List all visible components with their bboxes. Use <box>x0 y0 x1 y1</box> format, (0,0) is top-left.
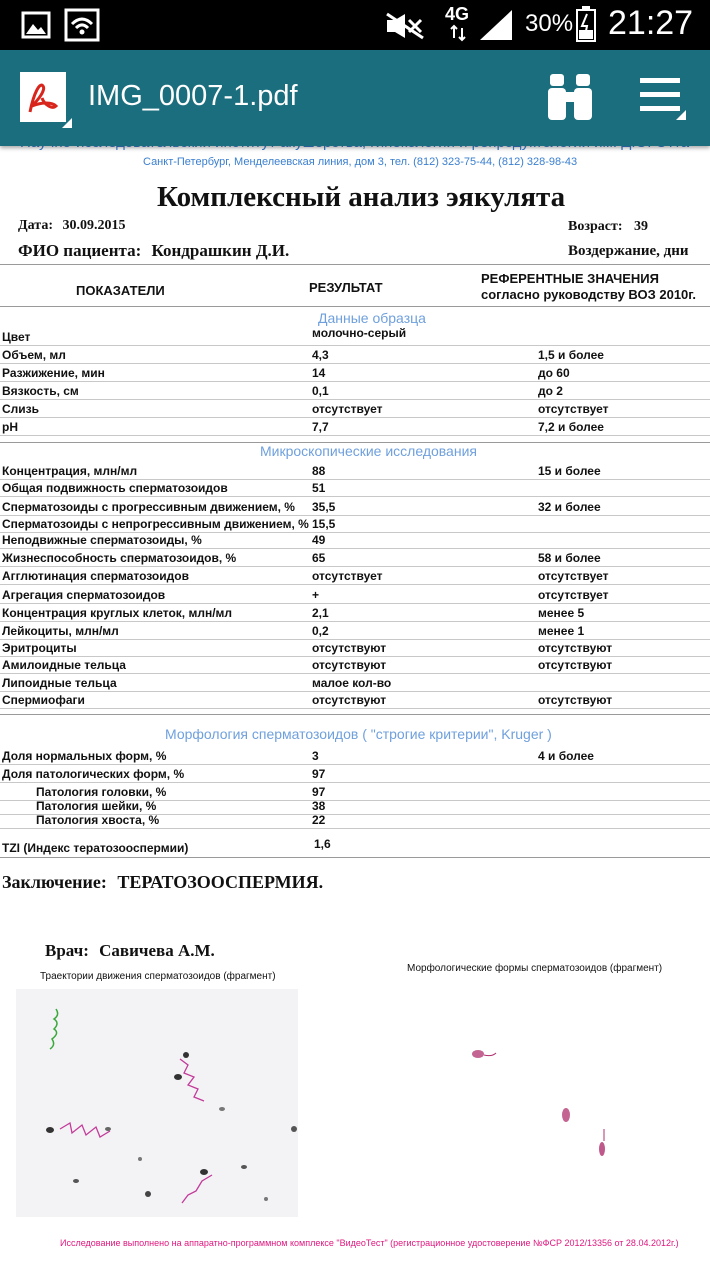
date-value: 30.09.2015 <box>62 218 126 233</box>
row-reference: отсутствует <box>538 569 609 583</box>
row-result: 0,2 <box>312 624 329 638</box>
row-reference: до 60 <box>538 366 570 380</box>
row-result: 3 <box>312 749 319 763</box>
row-name: Агрегация сперматозоидов <box>2 588 166 602</box>
row-result: молочно-серый <box>312 326 407 340</box>
morphology-micrograph <box>380 989 700 1219</box>
row-name: pH <box>2 420 18 434</box>
trajectories-micrograph <box>16 989 298 1217</box>
row-result: 65 <box>312 551 326 565</box>
image-icon <box>22 12 50 38</box>
wifi-icon <box>66 10 98 40</box>
row-name: Спермиофаги <box>2 693 85 707</box>
patient-line <box>18 241 289 261</box>
row-reference: до 2 <box>538 384 563 398</box>
conclusion-value: ТЕРАТОЗООСПЕРМИЯ. <box>117 872 324 892</box>
corner-arrow-icon <box>62 118 72 128</box>
page-title: Комплексный анализ эякулята <box>157 181 566 213</box>
menu-icon[interactable] <box>640 76 686 120</box>
row-name: Концентрация, млн/мл <box>2 464 138 478</box>
row-reference: 15 и более <box>538 464 601 478</box>
row-result: 49 <box>312 533 326 547</box>
row-result: малое кол-во <box>312 676 392 690</box>
row-result: 0,1 <box>312 384 329 398</box>
mute-icon <box>385 12 425 40</box>
doctor <box>45 941 215 961</box>
row-result: 2,1 <box>312 606 329 620</box>
row-name: Сперматозоиды с непрогрессивным движением, % <box>2 517 309 531</box>
section-microscopy: Микроскопические исследования <box>260 443 477 459</box>
row-result: 7,7 <box>312 420 329 434</box>
app-bar <box>0 50 710 146</box>
signal-icon <box>478 8 514 42</box>
network-type: 4G <box>445 4 470 24</box>
age-value: 39 <box>634 219 649 234</box>
tzi-value: 1,6 <box>314 837 331 851</box>
date-label: Дата: <box>18 218 53 233</box>
file-name: IMG_0007-1.pdf <box>88 80 298 112</box>
row-result: 35,5 <box>312 500 336 514</box>
column-reference-1: РЕФЕРЕНТНЫЕ ЗНАЧЕНИЯ <box>481 271 659 286</box>
row-result: 97 <box>312 767 326 781</box>
row-name: Патология шейки, % <box>36 799 157 813</box>
patient-value: Кондрашкин Д.И. <box>151 241 290 260</box>
column-reference-2: согласно руководству ВОЗ 2010г. <box>481 287 697 302</box>
row-name: Доля нормальных форм, % <box>2 749 167 763</box>
patient-label: ФИО пациента: <box>18 241 142 260</box>
caption-morphology-forms: Морфологические формы сперматозоидов (фрагмент) <box>407 963 663 974</box>
row-reference: 58 и более <box>538 551 601 565</box>
row-result: отсутствует <box>312 569 383 583</box>
row-reference: отсутствуют <box>538 658 613 672</box>
row-reference: 7,2 и более <box>538 420 604 434</box>
row-name: Агглютинация сперматозоидов <box>2 569 189 583</box>
caption-trajectories: Траектории движения сперматозоидов (фрагмент) <box>40 971 276 982</box>
doctor-value: Савичева А.М. <box>99 941 215 960</box>
row-name: Концентрация круглых клеток, млн/мл <box>2 606 233 620</box>
row-reference: отсутствуют <box>538 693 613 707</box>
data-arrows-icon <box>450 26 466 40</box>
row-reference: отсутствует <box>538 402 609 416</box>
row-name: Слизь <box>2 402 40 416</box>
abstinence-label: Воздержание, дни <box>568 243 689 259</box>
row-reference: менее 5 <box>538 606 585 620</box>
row-name: Эритроциты <box>2 641 77 655</box>
age-label: Возраст: <box>568 219 623 234</box>
row-name: Патология головки, % <box>36 785 167 799</box>
row-result: 14 <box>312 366 326 380</box>
row-reference: 4 и более <box>538 749 594 763</box>
clock: 21:27 <box>608 4 694 42</box>
row-result: отсутствует <box>312 402 383 416</box>
conclusion-label: Заключение: <box>2 872 107 892</box>
row-result: 15,5 <box>312 517 336 531</box>
row-result: 4,3 <box>312 348 329 362</box>
conclusion <box>2 872 323 893</box>
row-result: отсутствуют <box>312 641 387 655</box>
row-reference: отсутствует <box>538 588 609 602</box>
date-line <box>18 218 125 234</box>
row-name: Доля патологических форм, % <box>2 767 185 781</box>
status-bar <box>0 0 710 50</box>
row-name: Неподвижные сперматозоиды, % <box>2 533 202 547</box>
row-reference: 32 и более <box>538 500 601 514</box>
battery-percent: 30% <box>525 10 574 37</box>
doctor-label: Врач: <box>45 941 89 960</box>
row-reference: 1,5 и более <box>538 348 604 362</box>
row-name: Общая подвижность сперматозоидов <box>2 481 228 495</box>
row-result: 22 <box>312 813 326 827</box>
row-reference: менее 1 <box>538 624 585 638</box>
battery-icon <box>576 6 596 42</box>
row-name: Жизнеспособность сперматозоидов, % <box>2 551 237 565</box>
binoculars-icon[interactable] <box>548 72 592 122</box>
row-result: + <box>312 588 320 602</box>
pdf-file-icon[interactable] <box>20 72 66 122</box>
column-result: РЕЗУЛЬТАТ <box>309 280 383 295</box>
row-name: Патология хвоста, % <box>36 813 160 827</box>
row-result: 97 <box>312 785 326 799</box>
row-name: Сперматозоиды с прогрессивным движением, % <box>2 500 295 514</box>
address: Санкт-Петербург, Менделеевская линия, дом 3, тел. (812) 323-75-44, (812) 328-98-43 <box>143 156 578 168</box>
section-sample: Данные образца <box>318 310 426 326</box>
pdf-page[interactable] <box>0 146 710 1261</box>
row-reference: отсутствуют <box>538 641 613 655</box>
row-result: 51 <box>312 481 326 495</box>
tzi-name: TZI (Индекс тератозооспермии) <box>2 841 189 855</box>
row-name: Липоидные тельца <box>2 676 117 690</box>
row-name: Лейкоциты, млн/мл <box>2 624 119 638</box>
row-name: Объем, мл <box>2 348 66 362</box>
column-indicators: ПОКАЗАТЕЛИ <box>76 283 165 298</box>
row-result: 38 <box>312 799 326 813</box>
section-morphology: Морфология сперматозоидов ( "строгие критерии", Kruger ) <box>165 726 552 742</box>
row-name: Вязкость, см <box>2 384 79 398</box>
row-result: отсутствуют <box>312 658 387 672</box>
row-result: 88 <box>312 464 326 478</box>
row-name: Амилоидные тельца <box>2 658 126 672</box>
row-name: Разжижение, мин <box>2 366 105 380</box>
footer-note: Исследование выполнено на аппаратно-программном комплексе "ВидеоТест" (регистрационное удостоверение №ФСР 2012/13356 от 28.04.2012г.) <box>60 1238 679 1248</box>
row-result: отсутствуют <box>312 693 387 707</box>
age-line <box>568 219 648 235</box>
row-name: Цвет <box>2 330 31 344</box>
